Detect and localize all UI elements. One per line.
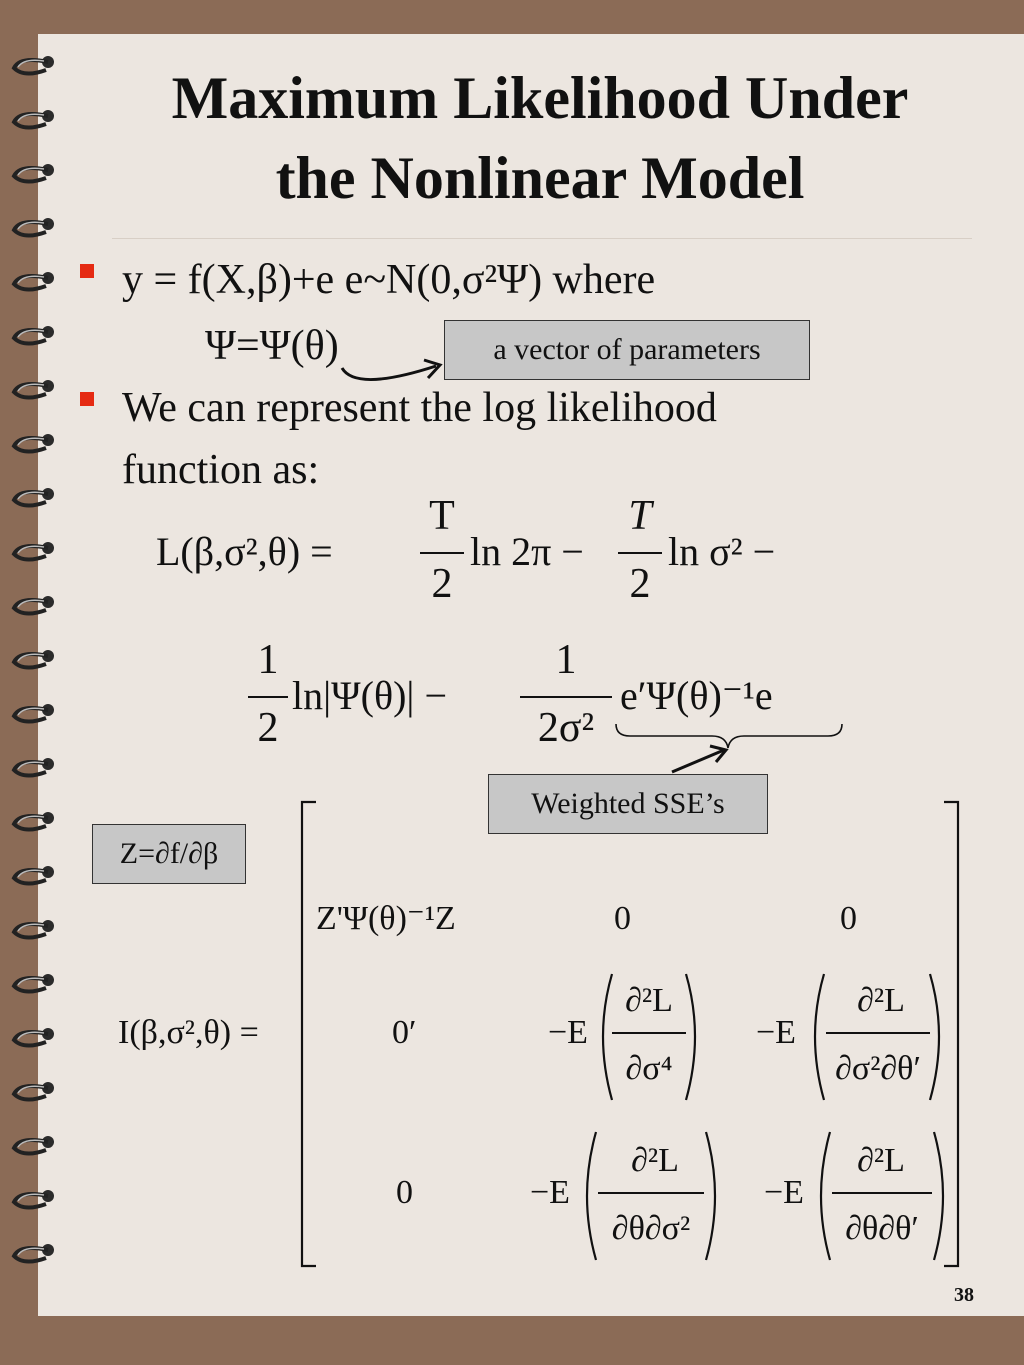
- arrow-to-vector-callout: [342, 366, 436, 380]
- title-line-1: Maximum Likelihood Under: [171, 65, 909, 131]
- paren-r3c3-left: [821, 1132, 830, 1260]
- matrix-r3c2-prefix: −E: [530, 1174, 570, 1211]
- eq2-term2-num: 1: [555, 637, 577, 683]
- eq1-term1-num: T: [429, 493, 455, 539]
- matrix-right-bracket: [944, 802, 958, 1266]
- z-definition-callout: Z=∂f/∂β: [92, 824, 246, 884]
- matrix-r2c2-den: ∂σ⁴: [625, 1050, 673, 1087]
- paren-r2c3-right: [930, 974, 939, 1100]
- eq1-term2-num: T: [628, 493, 652, 539]
- underbrace-weighted-sse: [616, 724, 842, 748]
- eq1-term2-den: 2: [629, 561, 651, 607]
- matrix-r2c1: 0′: [392, 1014, 417, 1051]
- weighted-sse-callout: Weighted SSE’s: [488, 774, 768, 834]
- matrix-r3c3-prefix: −E: [764, 1174, 804, 1211]
- bullet-1-line-1: y = f(X,β)+e e~N(0,σ²Ψ) where: [122, 257, 656, 303]
- eq2-term1-den: 2: [257, 705, 279, 751]
- matrix-r2c2-prefix: −E: [548, 1014, 588, 1051]
- matrix-r1c1: Z'Ψ(θ)⁻¹Z: [316, 900, 456, 937]
- paren-r2c2-left: [603, 974, 612, 1100]
- matrix-r3c3-den: ∂θ∂θ′: [845, 1210, 919, 1247]
- eq2-term1-rest: ln|Ψ(θ)| −: [292, 673, 447, 718]
- eq2-term2-den: 2σ²: [537, 705, 595, 751]
- matrix-r1c2: 0: [614, 900, 631, 937]
- matrix-r2c3-den: ∂σ²∂θ′: [835, 1050, 921, 1087]
- eq2-term2-rest: e′Ψ(θ)⁻¹e: [620, 673, 773, 718]
- eq1-term2-rest: ln σ² −: [668, 529, 776, 574]
- matrix-r3c2-num: ∂²L: [631, 1142, 679, 1179]
- matrix-r3c3-num: ∂²L: [857, 1142, 905, 1179]
- matrix-lhs: I(β,σ²,θ) =: [118, 1014, 259, 1051]
- paren-r3c2-right: [706, 1132, 715, 1260]
- bullet-2-line-1: We can represent the log likelihood: [122, 385, 717, 431]
- paren-r2c2-right: [686, 974, 695, 1100]
- matrix-r2c3-num: ∂²L: [857, 982, 905, 1019]
- vector-callout: a vector of parameters: [444, 320, 810, 380]
- page-number: 38: [954, 1284, 974, 1306]
- bullet-1-line-2: Ψ=Ψ(θ): [205, 323, 339, 369]
- matrix-r2c3-prefix: −E: [756, 1014, 796, 1051]
- matrix-left-bracket: [302, 802, 316, 1266]
- paren-r3c3-right: [934, 1132, 943, 1260]
- paren-r2c3-left: [815, 974, 824, 1100]
- paren-r3c2-left: [587, 1132, 596, 1260]
- matrix-r1c3: 0: [840, 900, 857, 937]
- eq1-term1-den: 2: [431, 561, 453, 607]
- title-line-2: the Nonlinear Model: [275, 145, 805, 211]
- eq1-lhs: L(β,σ²,θ) =: [156, 529, 333, 574]
- matrix-r3c1: 0: [396, 1174, 413, 1211]
- matrix-r2c2-num: ∂²L: [625, 982, 673, 1019]
- eq2-term1-num: 1: [257, 637, 279, 683]
- matrix-r3c2-den: ∂θ∂σ²: [611, 1210, 691, 1247]
- bullet-2-line-2: function as:: [122, 447, 320, 493]
- eq1-term1-rest: ln 2π −: [470, 529, 584, 574]
